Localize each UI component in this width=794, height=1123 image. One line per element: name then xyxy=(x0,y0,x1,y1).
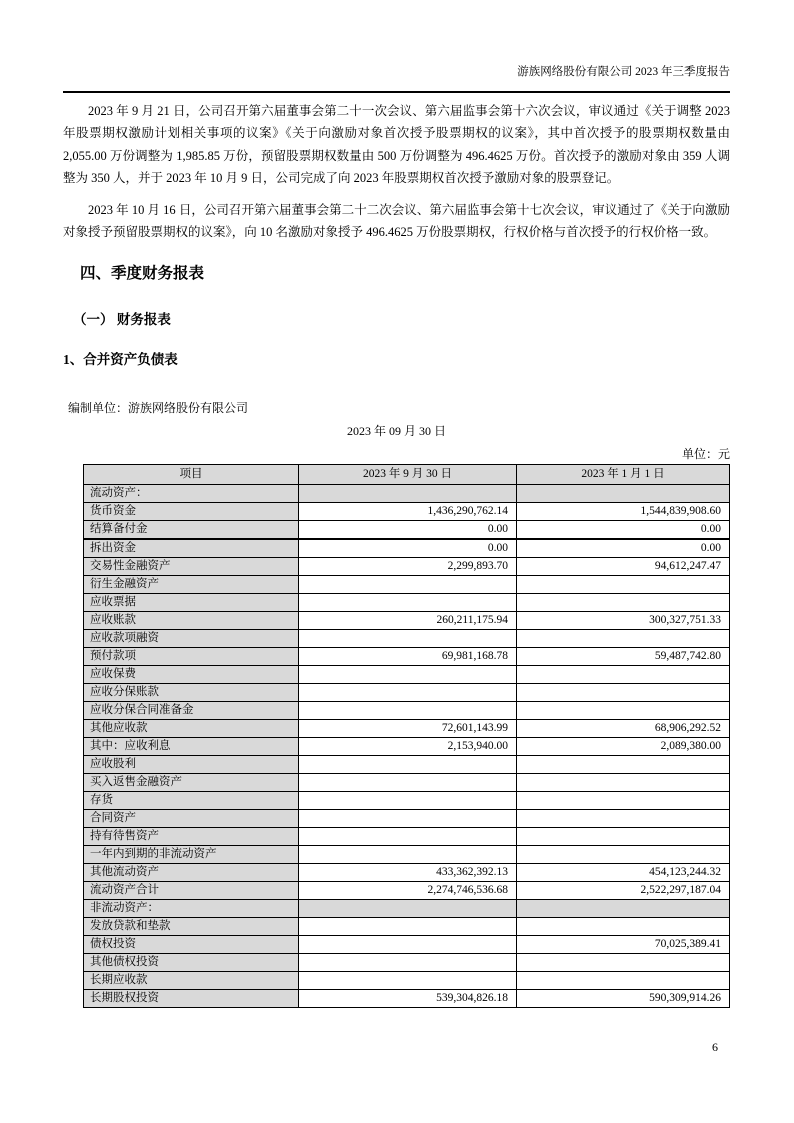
section-heading-quarterly-financial-statements: 四、季度财务报表 xyxy=(80,265,205,283)
value-cell xyxy=(299,702,517,720)
table-row xyxy=(84,666,730,684)
value-cell xyxy=(299,936,517,954)
value-cell xyxy=(299,594,517,612)
table-row xyxy=(84,972,730,990)
statement-date: 2023 年 09 月 30 日 xyxy=(346,424,446,439)
value-cell: 68,906,292.52 xyxy=(517,720,730,738)
value-cell: 433,362,392.13 xyxy=(299,864,517,882)
item-cell: 其他应收款 xyxy=(84,720,299,738)
column-header-current-period: 2023 年 9 月 30 日 xyxy=(299,465,517,485)
item-cell: 应收分保合同准备金 xyxy=(84,702,299,720)
table-header-row xyxy=(84,465,730,485)
value-cell xyxy=(517,900,730,918)
value-cell xyxy=(517,666,730,684)
value-cell: 94,612,247.47 xyxy=(517,558,730,576)
value-cell xyxy=(299,954,517,972)
value-cell xyxy=(299,684,517,702)
item-cell: 其中：应收利息 xyxy=(84,738,299,756)
value-cell xyxy=(517,828,730,846)
item-cell: 长期应收款 xyxy=(84,972,299,990)
item-cell: 非流动资产： xyxy=(84,900,299,918)
table-row xyxy=(84,792,730,810)
value-cell: 1,436,290,762.14 xyxy=(299,503,517,521)
value-cell: 2,089,380.00 xyxy=(517,738,730,756)
item-cell: 货币资金 xyxy=(84,503,299,521)
table-row xyxy=(84,936,730,954)
paragraph-board-meeting-sep: 2023 年 9 月 21 日，公司召开第六届董事会第二十一次会议、第六届监事会第十六次会议，审议通过《关于调整 2023 年股票期权激励计划相关事项的议案》《关于向激励对象首次授予股票期权的议案》，其中首次授予的股票期权数量由 2,055.00 万份调整为 1,985.85 万份，预留股票期权数量由 500 万份调整为 496.4625 万份。首次授予的激励对象由 359 人调整为 350 人，并于 2023 年 10 月 9 日，公司完成了向 2023 年股票期权首次授予激励对象的股票登记。 xyxy=(63,104,730,186)
value-cell xyxy=(299,918,517,936)
table-row xyxy=(84,720,730,738)
table-row xyxy=(84,684,730,702)
value-cell: 2,299,893.70 xyxy=(299,558,517,576)
table-row xyxy=(84,702,730,720)
value-cell: 454,123,244.32 xyxy=(517,864,730,882)
value-cell: 2,153,940.00 xyxy=(299,738,517,756)
table-row xyxy=(84,810,730,828)
item-cell: 应收分保账款 xyxy=(84,684,299,702)
value-cell xyxy=(299,846,517,864)
value-cell xyxy=(517,756,730,774)
value-cell: 70,025,389.41 xyxy=(517,936,730,954)
table-row xyxy=(84,900,730,918)
item-cell: 发放贷款和垫款 xyxy=(84,918,299,936)
table-row xyxy=(84,828,730,846)
value-cell xyxy=(517,702,730,720)
value-cell: 590,309,914.26 xyxy=(517,990,730,1008)
value-cell: 0.00 xyxy=(299,539,517,558)
balance-sheet-table xyxy=(83,464,730,1008)
table-row xyxy=(84,918,730,936)
table-row xyxy=(84,774,730,792)
table-row xyxy=(84,648,730,666)
item-cell: 长期股权投资 xyxy=(84,990,299,1008)
table-row xyxy=(84,630,730,648)
item-cell: 预付款项 xyxy=(84,648,299,666)
item-cell: 存货 xyxy=(84,792,299,810)
item-cell: 合同资产 xyxy=(84,810,299,828)
table-row xyxy=(84,594,730,612)
table-row xyxy=(84,990,730,1008)
value-cell xyxy=(517,918,730,936)
value-cell xyxy=(517,792,730,810)
item-cell: 交易性金融资产 xyxy=(84,558,299,576)
value-cell: 539,304,826.18 xyxy=(299,990,517,1008)
table-row xyxy=(84,882,730,900)
table-row xyxy=(84,756,730,774)
value-cell: 260,211,175.94 xyxy=(299,612,517,630)
value-cell xyxy=(299,810,517,828)
value-cell xyxy=(299,828,517,846)
value-cell: 72,601,143.99 xyxy=(299,720,517,738)
value-cell xyxy=(299,900,517,918)
item-cell: 一年内到期的非流动资产 xyxy=(84,846,299,864)
value-cell xyxy=(299,792,517,810)
item-cell: 应收账款 xyxy=(84,612,299,630)
paragraph-board-meeting-oct: 2023 年 10 月 16 日，公司召开第六届董事会第二十二次会议、第六届监事会第十七次会议，审议通过了《关于向激励对象授予预留股票期权的议案》，向 10 名激励对象授予 496.4625 万份股票期权，行权价格与首次授予的行权价格一致。 xyxy=(63,202,730,240)
item-cell: 应收保费 xyxy=(84,666,299,684)
table-row xyxy=(84,521,730,540)
column-header-prior-period: 2023 年 1 月 1 日 xyxy=(517,465,730,485)
item-cell: 持有待售资产 xyxy=(84,828,299,846)
item-cell: 拆出资金 xyxy=(84,539,299,558)
item-cell: 流动资产： xyxy=(84,485,299,503)
value-cell xyxy=(517,684,730,702)
table-row xyxy=(84,558,730,576)
item-cell: 应收票据 xyxy=(84,594,299,612)
value-cell xyxy=(299,666,517,684)
value-cell xyxy=(517,972,730,990)
prepared-by-line: 编制单位：游族网络股份有限公司 xyxy=(68,401,249,416)
value-cell xyxy=(517,810,730,828)
value-cell xyxy=(299,972,517,990)
value-cell: 0.00 xyxy=(517,539,730,558)
unit-label: 单位：元 xyxy=(681,447,730,462)
item-cell: 应收款项融资 xyxy=(84,630,299,648)
table-row xyxy=(84,864,730,882)
item-cell: 债权投资 xyxy=(84,936,299,954)
item-cell: 流动资产合计 xyxy=(84,882,299,900)
value-cell xyxy=(299,630,517,648)
value-cell xyxy=(517,846,730,864)
value-cell: 1,544,839,908.60 xyxy=(517,503,730,521)
table-body xyxy=(84,485,730,1008)
item-cell: 应收股利 xyxy=(84,756,299,774)
table-row xyxy=(84,539,730,558)
value-cell xyxy=(299,756,517,774)
value-cell: 0.00 xyxy=(517,521,730,540)
page-number: 6 xyxy=(712,1040,718,1054)
table-row xyxy=(84,503,730,521)
value-cell xyxy=(517,576,730,594)
value-cell: 0.00 xyxy=(299,521,517,540)
value-cell: 69,981,168.78 xyxy=(299,648,517,666)
item-cell: 其他债权投资 xyxy=(84,954,299,972)
item-cell: 买入返售金融资产 xyxy=(84,774,299,792)
table-row xyxy=(84,954,730,972)
value-cell xyxy=(299,774,517,792)
value-cell: 300,327,751.33 xyxy=(517,612,730,630)
table-row xyxy=(84,576,730,594)
value-cell: 2,522,297,187.04 xyxy=(517,882,730,900)
column-header-item: 项目 xyxy=(84,465,299,485)
table-row xyxy=(84,738,730,756)
value-cell xyxy=(517,630,730,648)
value-cell xyxy=(517,954,730,972)
item-cell: 衍生金融资产 xyxy=(84,576,299,594)
table-row xyxy=(84,485,730,503)
document-header: 游族网络股份有限公司 2023 年三季度报告 xyxy=(63,64,730,93)
item-cell: 其他流动资产 xyxy=(84,864,299,882)
value-cell: 59,487,742.80 xyxy=(517,648,730,666)
value-cell xyxy=(299,485,517,503)
table-row xyxy=(84,612,730,630)
value-cell xyxy=(299,576,517,594)
value-cell: 2,274,746,536.68 xyxy=(299,882,517,900)
item-cell: 结算备付金 xyxy=(84,521,299,540)
table-row xyxy=(84,846,730,864)
subsection-heading-financial-statements: （一） 财务报表 xyxy=(73,312,171,328)
value-cell xyxy=(517,485,730,503)
subsection-heading-consolidated-balance-sheet: 1、合并资产负债表 xyxy=(63,352,178,368)
value-cell xyxy=(517,594,730,612)
value-cell xyxy=(517,774,730,792)
